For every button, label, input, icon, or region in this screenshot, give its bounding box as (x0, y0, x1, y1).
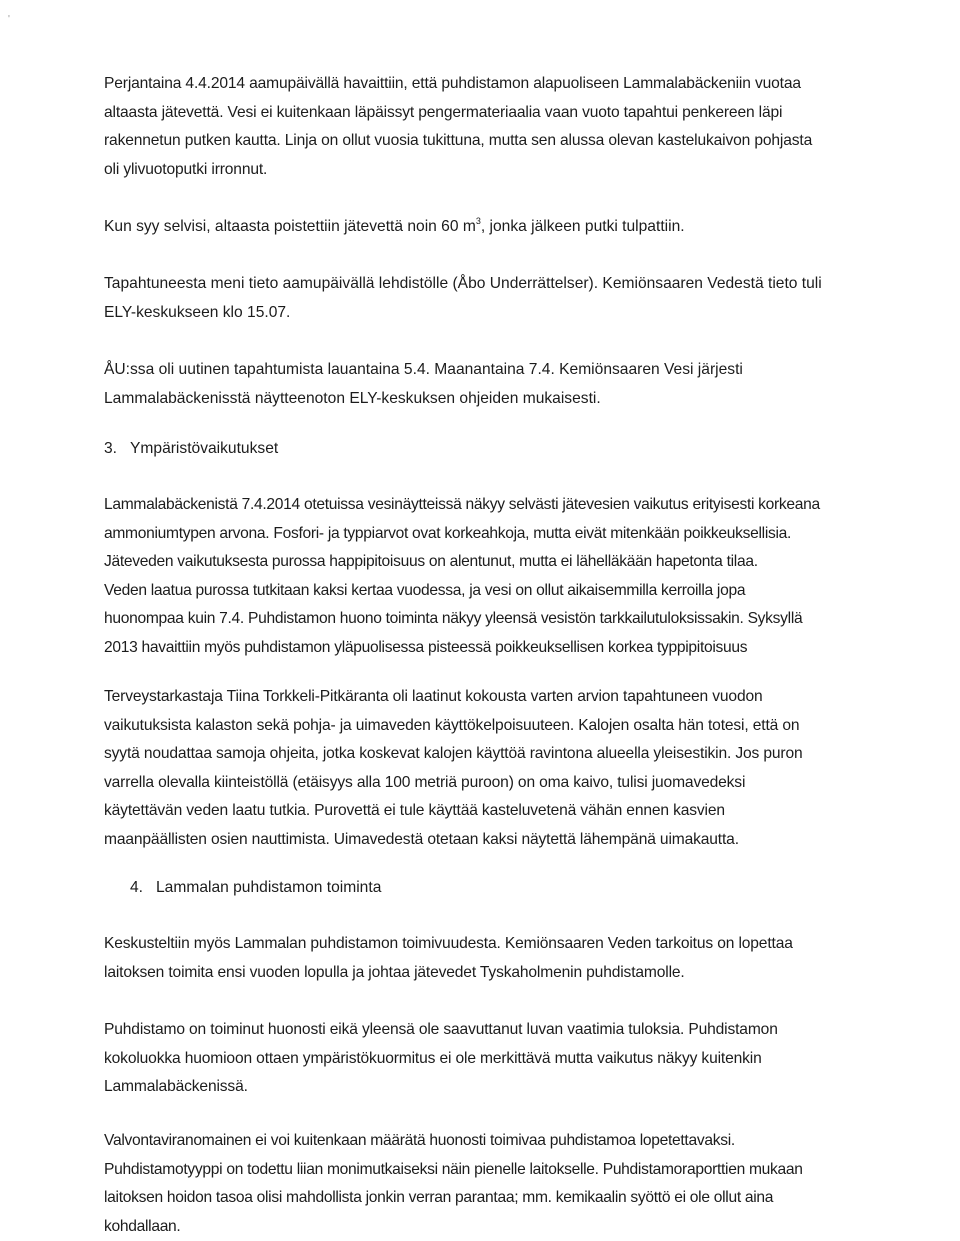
text-line: kokoluokka huomioon ottaen ympäristökuormitus ei ole merkittävä mutta vaikutus näkyy kuitenkin (104, 1049, 762, 1067)
section-heading-4 (130, 874, 381, 903)
paragraph-authority (104, 1127, 803, 1241)
text-line: Terveystarkastaja Tiina Torkkeli-Pitkäranta oli laatinut kokousta varten arvion tapahtuneen vuodon (104, 688, 763, 705)
paragraph-plant-operation (104, 930, 793, 987)
text-line: maanpäällisten osien nauttimista. Uimavedestä otetaan kaksi näytettä lähempänä uimakautta. (104, 830, 739, 848)
paragraph-news-sampling (104, 356, 743, 413)
scan-corner-mark: ' (8, 14, 10, 25)
text-line (104, 213, 685, 242)
text-line: kohdallaan. (104, 1217, 181, 1235)
text-line: Lammalabäckenistä 7.4.2014 otetuissa vesinäytteissä näkyy selvästi jätevesien vaikutus erityisesti korkeana (104, 496, 820, 513)
paragraph-plant-performance (104, 1016, 778, 1102)
text-line: ammoniumtypen arvona. Fosfori- ja typpiarvot ovat korkeahkoja, mutta eivät mitenkään poikkeuksellisia. (104, 524, 792, 542)
paragraph-health-inspector (104, 683, 803, 855)
text-line: Perjantaina 4.4.2014 aamupäivällä havaittiin, että puhdistamon alapuoliseen Lammalabäckeniin vuotaa (104, 75, 801, 92)
text-line: käytettävän veden laatu tutkia. Purovettä ei tule käyttää kasteluvetenä vähän ennen kasvien (104, 802, 725, 820)
section-title: Ympäristövaikutukset (130, 440, 279, 457)
text-fragment: Kun syy selvisi, altaasta poistettiin jätevettä noin 60 m (104, 218, 476, 235)
paragraph-environmental-effects (104, 491, 820, 663)
text-line: Jäteveden vaikutuksesta purossa happipitoisuus on alentunut, mutta ei lähelläkään hapetonta tilaa. (104, 553, 758, 571)
text-line: oli ylivuotoputki irronnut. (104, 160, 268, 178)
text-line: altaasta jätevettä. Vesi ei kuitenkaan läpäissyt pengermateriaalia vaan vuoto tapahtui penkereen läpi (104, 103, 783, 121)
text-line: laitoksen toimita ensi vuoden lopulla ja johtaa jätevedet Tyskaholmenin puhdistamolle. (104, 963, 685, 981)
text-fragment: , jonka jälkeen putki tulpattiin. (480, 218, 685, 235)
text-line: Lammalabäckenisstä näytteenoton ELY-keskuksen ohjeiden mukaisesti. (104, 389, 601, 407)
text-line: huonompaa kuin 7.4. Puhdistamon huono toiminta näkyy yleensä vesistön tarkkailutuloksissakin. Syksyllä (104, 610, 803, 628)
text-line: 2013 havaittiin myös puhdistamon yläpuolisessa pisteessä poikkeuksellisen korkea typpipitoisuus (104, 638, 748, 656)
text-line: Tapahtuneesta meni tieto aamupäivällä lehdistölle (Åbo Underrättelser). Kemiönsaaren Vedestä tieto tuli (104, 275, 822, 292)
text-line: Keskusteltiin myös Lammalan puhdistamon toimivuudesta. Kemiönsaaren Veden tarkoitus on lopettaa (104, 935, 793, 952)
text-line: rakennetun putken kautta. Linja on ollut vuosia tukittuna, mutta sen alussa olevan kastelukaivon pohjasta (104, 132, 813, 150)
text-line: ELY-keskukseen klo 15.07. (104, 303, 291, 321)
text-line: Puhdistamotyyppi on todettu liian monimutkaiseksi näin pienelle laitokselle. Puhdistamoraporttien mukaan (104, 1160, 803, 1178)
text-line: Valvontaviranomainen ei voi kuitenkaan määrätä huonosti toimivaa puhdistamoa lopetettavaksi. (104, 1132, 735, 1149)
text-line: vaikutuksista kalaston sekä pohja- ja uimaveden käyttökelpoisuuteen. Kalojen osalta hän totesi, että on (104, 716, 800, 734)
text-line: ÅU:ssa oli uutinen tapahtumista lauantaina 5.4. Maanantaina 7.4. Kemiönsaaren Vesi järjesti (104, 361, 743, 378)
text-line: Veden laatua purossa tutkitaan kaksi kertaa vuodessa, ja vesi on ollut aikaisemmilla kerroilla jopa (104, 581, 746, 599)
text-line: varrella olevalla kiinteistöllä (etäisyys alla 100 metriä puroon) on oma kaivo, tulisi juomavedeksi (104, 773, 746, 791)
text-line: laitoksen hoidon tasoa olisi mahdollista jonkin verran parantaa; mm. kemikaalin syöttö ei ole ollut aina (104, 1189, 774, 1207)
section-heading-3 (104, 435, 278, 464)
superscript: 3 (475, 216, 481, 226)
text-line: Puhdistamo on toiminut huonosti eikä yleensä ole saavuttanut luvan vaatimia tuloksia. Puhdistamon (104, 1021, 778, 1038)
paragraph-press-notice (104, 270, 822, 327)
text-line: syytä noudattaa samoja ohjeita, jotka koskevat kalojen käyttöä ravintona alueella yleisestikin. Jos puron (104, 745, 803, 763)
paragraph-leakage-discovery (104, 70, 812, 184)
section-number: 4. (130, 879, 144, 896)
section-number: 3. (104, 440, 118, 457)
text-line: Lammalabäckenissä. (104, 1078, 248, 1096)
section-title: Lammalan puhdistamon toiminta (156, 879, 382, 896)
paragraph-cause-fixed (104, 213, 685, 242)
